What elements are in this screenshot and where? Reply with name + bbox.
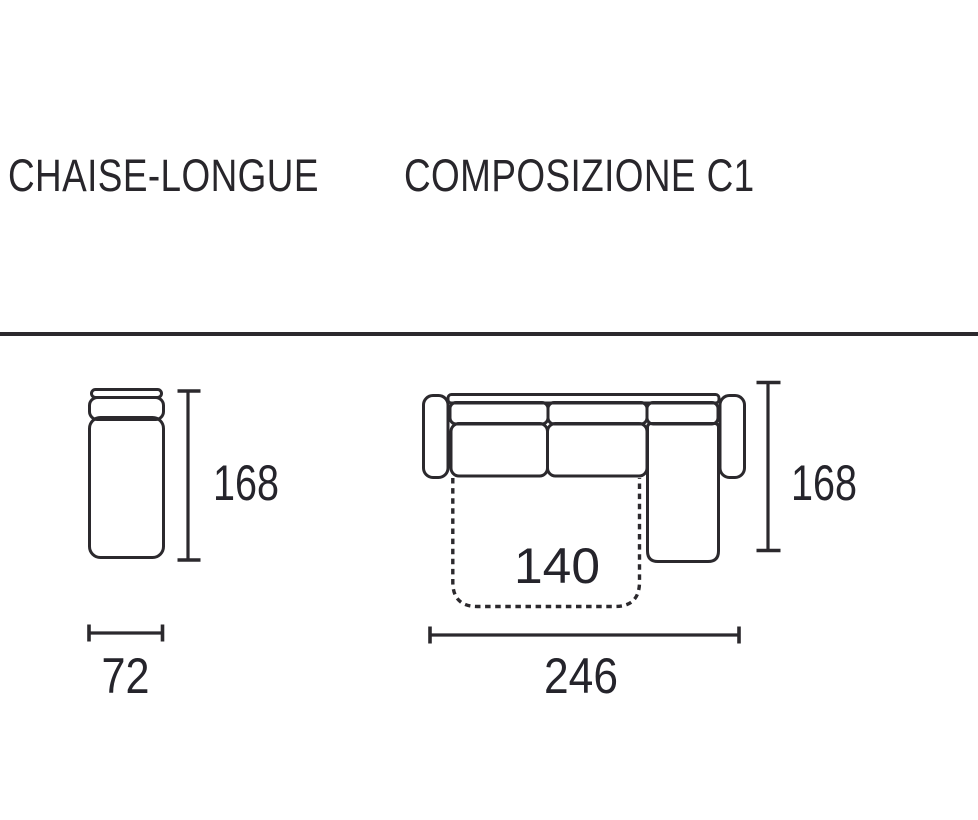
sofa-right-armrest [720, 396, 745, 478]
sofa-left-armrest [424, 396, 449, 478]
sofa-back-cushion-2 [548, 403, 647, 425]
module-depth-label: 168 [213, 455, 279, 511]
sofa-top-view-drawing [424, 395, 745, 607]
sofa-depth-label: 168 [791, 455, 857, 511]
module-width-label: 72 [101, 648, 150, 704]
composition-name: COMPOSIZIONE C1 [404, 150, 755, 201]
sofa-width-dimension [430, 627, 739, 705]
module-top-view-drawing [90, 390, 164, 558]
sofa-back-cushion-1 [450, 403, 548, 425]
module-depth-dimension [178, 391, 280, 560]
sofa-back-cushion-3 [647, 403, 718, 425]
sofa-total-width-label: 246 [544, 648, 618, 704]
sofa-seat-cushion-1 [451, 424, 548, 477]
sofa-chaise-seat [648, 424, 719, 562]
module-seat [90, 418, 164, 558]
product-name: CHAISE-LONGUE [8, 150, 319, 201]
module-width-dimension [89, 625, 163, 705]
bed-width-label: 140 [514, 538, 600, 594]
sofa-seat-cushion-2 [548, 424, 648, 477]
sofa-depth-dimension [757, 383, 858, 551]
